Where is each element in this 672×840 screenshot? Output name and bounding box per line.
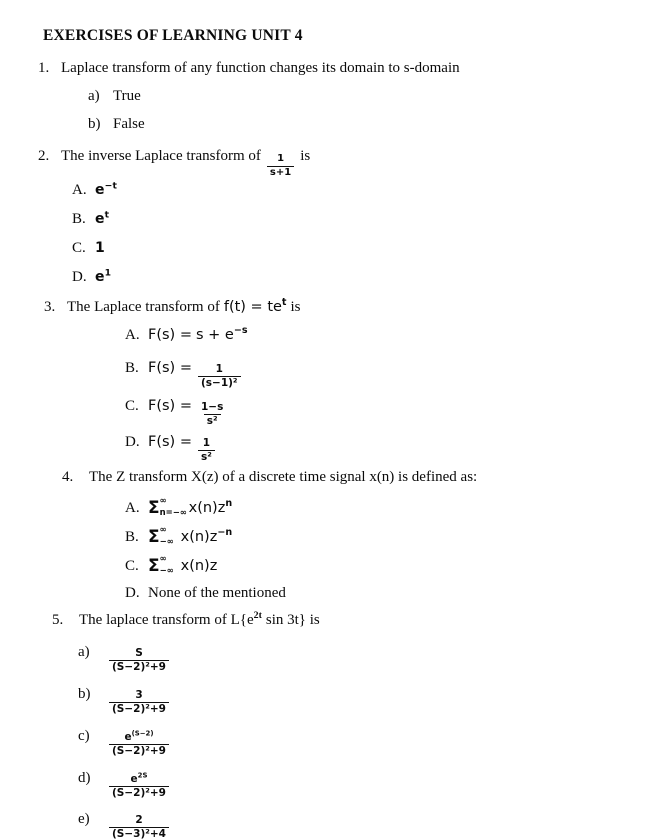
question-3-number: 3.	[44, 299, 56, 315]
question-3-option-b[interactable]	[125, 360, 243, 389]
option-fraction	[109, 815, 169, 840]
fraction-numerator: S	[135, 647, 143, 659]
question-5-number: 5.	[52, 612, 64, 628]
option-label: None of the mentioned	[148, 585, 286, 601]
option-marker: B.	[125, 529, 139, 545]
question-4-stem: The Z transform X(z) of a discrete time signal x(n) is defined as:	[89, 469, 478, 485]
question-2-stem-before: The inverse Laplace transform of	[61, 148, 261, 164]
option-marker: A.	[72, 182, 87, 198]
option-marker: b)	[88, 116, 101, 132]
option-value: x(n)z	[180, 558, 218, 574]
option-marker: C.	[125, 398, 139, 414]
option-lhs: F(s) =	[148, 360, 192, 376]
fraction-denominator: (s−1)²	[198, 376, 241, 389]
option-label: False	[113, 116, 145, 132]
fraction-denominator: (S−2)²+9	[109, 660, 169, 673]
fraction-numerator: $e^{(S-2)}$	[124, 729, 154, 743]
question-1	[38, 60, 460, 77]
option-marker: C.	[72, 240, 86, 256]
question-5-stem-before: The laplace transform of $L\{e^{2t}$	[79, 610, 262, 628]
fraction-numerator: 1	[215, 363, 223, 375]
option-marker: B.	[125, 360, 139, 376]
summation-lower-limit: −∞	[159, 537, 174, 548]
question-3-stem-before: The Laplace transform of	[67, 299, 220, 315]
question-2-option-b[interactable]	[72, 211, 109, 228]
option-marker: A.	[125, 500, 140, 516]
option-value: $e^1$	[95, 267, 112, 285]
question-1-option-a[interactable]	[88, 88, 141, 105]
question-4	[62, 469, 477, 486]
option-value: $x(n)z^n$	[188, 498, 233, 516]
option-lhs: F(s) =	[148, 398, 192, 414]
option-fraction	[109, 771, 169, 800]
fraction-numerator: 1	[202, 437, 211, 449]
option-marker: a)	[78, 644, 90, 660]
fraction-denominator: s²	[204, 414, 221, 427]
question-3-stem-after: is	[290, 299, 301, 315]
fraction-denominator: (S−2)²+9	[109, 744, 169, 757]
option-marker: D.	[125, 585, 140, 601]
question-4-option-a[interactable]	[125, 498, 232, 517]
option-fraction	[109, 648, 169, 673]
fraction-denominator: s+1	[267, 166, 294, 179]
option-marker: c)	[78, 728, 90, 744]
question-2-option-c[interactable]	[72, 240, 105, 257]
fraction-denominator: (S−2)²+9	[109, 702, 169, 715]
option-label: True	[113, 88, 141, 104]
question-2	[38, 148, 310, 177]
question-5-option-d[interactable]	[78, 770, 171, 799]
page-title: EXERCISES OF LEARNING UNIT 4	[43, 27, 303, 44]
option-marker: A.	[125, 327, 140, 343]
question-4-option-d[interactable]	[125, 585, 286, 602]
fraction-denominator: (S−2)²+9	[109, 786, 169, 799]
question-5-option-e[interactable]	[78, 811, 171, 840]
question-2-number: 2.	[38, 148, 50, 164]
option-value: $e^t$	[95, 209, 110, 227]
question-2-option-a[interactable]	[72, 182, 117, 199]
fraction-numerator: 3	[135, 689, 143, 701]
option-fraction	[198, 402, 226, 427]
question-3-option-c[interactable]	[125, 398, 228, 427]
option-fraction	[198, 364, 241, 389]
option-value: $e^{-t}$	[95, 180, 117, 198]
summation-upper-limit: ∞	[159, 525, 167, 535]
summation-lower-limit: −∞	[159, 566, 174, 577]
question-3-option-a[interactable]	[125, 327, 248, 344]
fraction-denominator: s²	[198, 450, 215, 463]
summation-upper-limit: ∞	[159, 554, 167, 564]
summation-upper-limit: ∞	[159, 496, 167, 506]
option-fraction	[109, 690, 169, 715]
summation-symbol: Σ ∞ n=−∞	[148, 496, 188, 519]
question-2-stem-fraction	[267, 154, 294, 178]
question-2-option-d[interactable]	[72, 269, 111, 286]
question-3-stem-math: $f(t) = te^t$	[223, 297, 287, 315]
question-5	[52, 612, 320, 629]
summation-lower-limit: n=−∞	[159, 508, 188, 519]
fraction-numerator: 1	[277, 153, 285, 164]
question-4-number: 4.	[62, 469, 74, 485]
option-marker: D.	[125, 434, 140, 450]
summation-symbol: Σ ∞ −∞	[148, 554, 174, 577]
option-marker: b)	[78, 686, 91, 702]
question-4-option-b[interactable]	[125, 527, 232, 546]
option-marker: D.	[72, 269, 87, 285]
question-1-option-b[interactable]	[88, 116, 145, 133]
question-5-stem-after: sin 3t} is	[265, 612, 320, 628]
question-5-option-c[interactable]	[78, 728, 171, 757]
option-lhs: F(s) =	[148, 434, 192, 450]
fraction-numerator: 1−s	[200, 401, 224, 413]
summation-symbol: Σ ∞ −∞	[148, 525, 174, 548]
option-value: $s + e^{-s}$	[195, 325, 248, 343]
option-value: 1	[95, 240, 105, 256]
option-marker: d)	[78, 770, 91, 786]
question-3	[44, 299, 301, 316]
option-marker: C.	[125, 558, 139, 574]
question-4-option-c[interactable]	[125, 556, 217, 575]
question-5-option-b[interactable]	[78, 686, 171, 715]
fraction-numerator: $e^{2S}$	[130, 771, 148, 785]
question-5-option-a[interactable]	[78, 644, 171, 673]
question-1-number: 1.	[38, 60, 50, 76]
option-fraction	[109, 729, 169, 758]
fraction-denominator: (S−3)²+4	[109, 827, 169, 840]
option-lhs: F(s) =	[148, 327, 192, 343]
fraction-numerator: 2	[135, 814, 143, 826]
option-marker: a)	[88, 88, 100, 104]
option-fraction	[198, 438, 215, 463]
question-1-stem: Laplace transform of any function changes its domain to s-domain	[61, 60, 460, 76]
option-marker: e)	[78, 811, 90, 827]
question-2-stem-after: is	[300, 148, 311, 164]
option-marker: B.	[72, 211, 86, 227]
option-value: $x(n)z^{-n}$	[180, 527, 233, 545]
question-3-option-d[interactable]	[125, 434, 217, 463]
